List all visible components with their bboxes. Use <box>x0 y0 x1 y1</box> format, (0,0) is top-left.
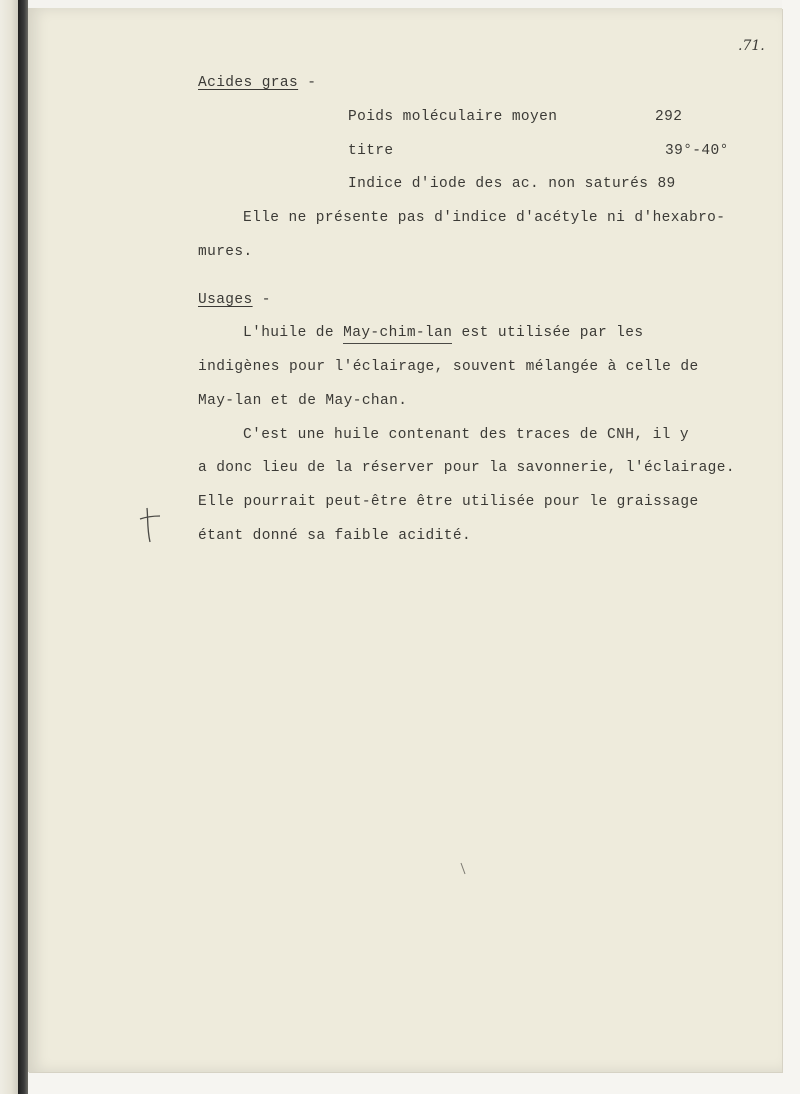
paragraph-3-line-2: a donc lieu de la réserver pour la savonnerie, l'éclairage. <box>198 460 735 476</box>
paragraph-3-line-3: Elle pourrait peut-être être utilisée pour le graissage <box>198 494 699 510</box>
handwritten-cross-icon <box>138 505 162 545</box>
usages-dash: - <box>261 292 271 308</box>
paragraph-1-line-2: mures. <box>198 244 253 260</box>
paragraph-2-post: est utilisée par les <box>452 325 644 341</box>
paragraph-2-line-1 <box>243 324 643 344</box>
poids-label: Poids moléculaire moyen <box>348 109 558 125</box>
plant-name: May-chim-lan <box>343 324 452 344</box>
paragraph-1-line-1: Elle ne présente pas d'indice d'acétyle ni d'hexabro- <box>243 210 726 226</box>
scan-margin-right <box>782 0 800 1094</box>
scan-margin-bottom <box>28 1072 800 1094</box>
indice-iode-line: Indice d'iode des ac. non saturés 89 <box>348 176 676 192</box>
book-gutter <box>18 0 28 1094</box>
usages-heading-line <box>198 291 271 309</box>
heading-dash: - <box>307 75 317 91</box>
usages-heading: Usages <box>198 292 253 308</box>
paragraph-2-line-3: May-lan et de May-chan. <box>198 393 408 409</box>
paragraph-3-line-1: C'est une huile contenant des traces de CNH, il y <box>243 427 689 443</box>
paragraph-2-line-2: indigènes pour l'éclairage, souvent mélangée à celle de <box>198 359 699 375</box>
acides-gras-heading: Acides gras <box>198 75 299 91</box>
paragraph-2-pre: L'huile de <box>243 325 344 341</box>
titre-label: titre <box>348 143 394 159</box>
stray-pen-mark <box>460 862 468 876</box>
titre-value: 39°-40° <box>665 143 729 159</box>
poids-value: 292 <box>655 109 683 125</box>
page-number: .71. <box>738 38 765 54</box>
previous-page-edge <box>0 0 19 1094</box>
acides-gras-heading-line <box>198 74 316 92</box>
paragraph-3-line-4: étant donné sa faible acidité. <box>198 528 472 544</box>
